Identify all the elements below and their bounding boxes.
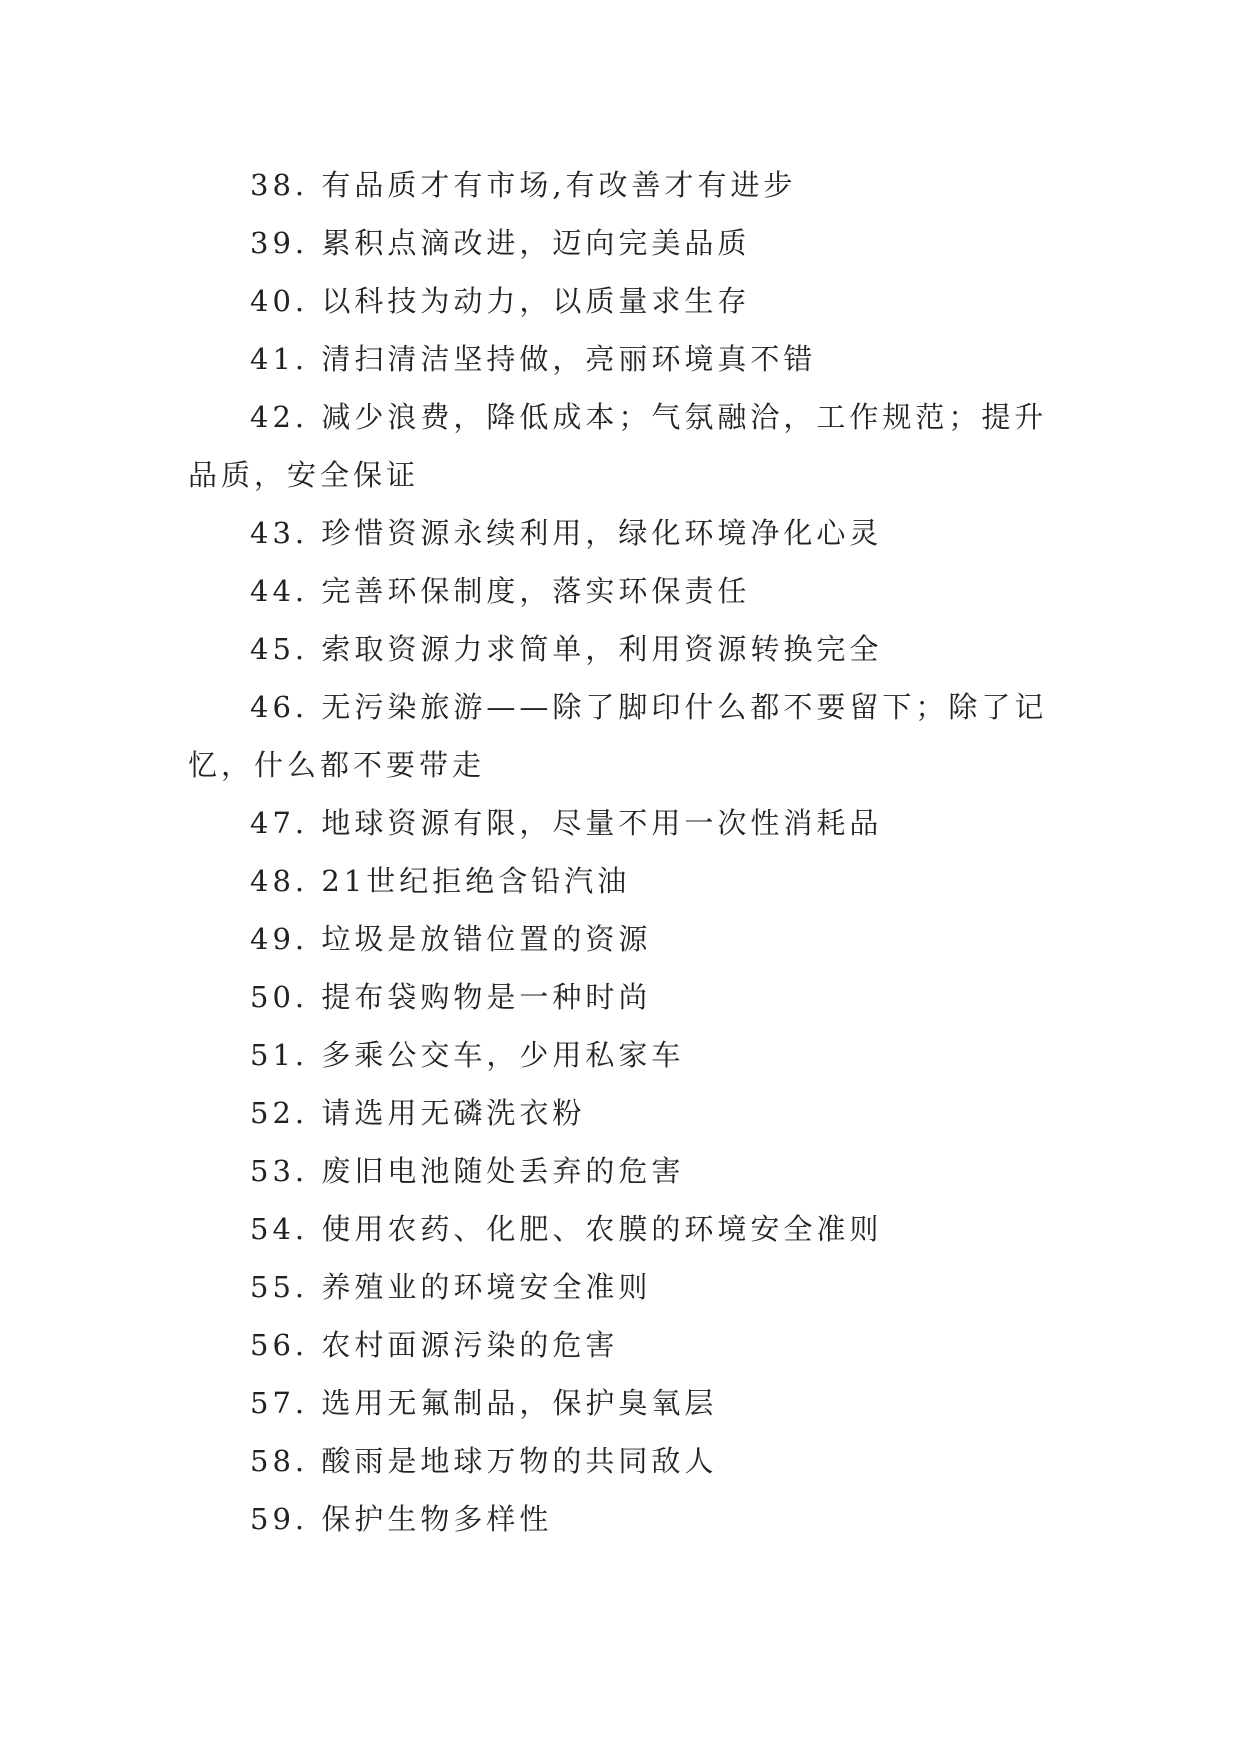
list-item: 58. 酸雨是地球万物的共同敌人 <box>250 1444 718 1478</box>
list-item: 51. 多乘公交车，少用私家车 <box>250 1038 685 1072</box>
list-item: 47. 地球资源有限，尽量不用一次性消耗品 <box>250 806 883 840</box>
list-item: 42. 减少浪费，降低成本；气氛融洽，工作规范；提升品质，安全保证 <box>188 400 1048 492</box>
list-item: 56. 农村面源污染的危害 <box>250 1328 619 1362</box>
list-item: 53. 废旧电池随处丢弃的危害 <box>250 1154 685 1188</box>
list-item: 57. 选用无氟制品，保护臭氧层 <box>250 1386 718 1420</box>
list-item: 50. 提布袋购物是一种时尚 <box>250 980 652 1014</box>
list-item: 40. 以科技为动力，以质量求生存 <box>250 284 751 318</box>
list-item: 41. 清扫清洁坚持做，亮丽环境真不错 <box>250 342 817 376</box>
list-item: 59. 保护生物多样性 <box>250 1502 553 1536</box>
list-item: 48. 21世纪拒绝含铅汽油 <box>250 864 631 898</box>
list-item: 43. 珍惜资源永续利用，绿化环境净化心灵 <box>250 516 883 550</box>
list-item: 55. 养殖业的环境安全准则 <box>250 1270 652 1304</box>
list-item: 38. 有品质才有市场,有改善才有进步 <box>250 168 797 202</box>
list-item: 49. 垃圾是放错位置的资源 <box>250 922 652 956</box>
list-item: 39. 累积点滴改进，迈向完美品质 <box>250 226 751 260</box>
list-item: 46. 无污染旅游——除了脚印什么都不要留下；除了记忆，什么都不要带走 <box>188 690 1048 782</box>
list-item: 54. 使用农药、化肥、农膜的环境安全准则 <box>250 1212 883 1246</box>
list-item: 45. 索取资源力求简单，利用资源转换完全 <box>250 632 883 666</box>
slogan-list <box>188 156 1058 1548</box>
list-item: 52. 请选用无磷洗衣粉 <box>250 1096 586 1130</box>
list-item: 44. 完善环保制度，落实环保责任 <box>250 574 751 608</box>
